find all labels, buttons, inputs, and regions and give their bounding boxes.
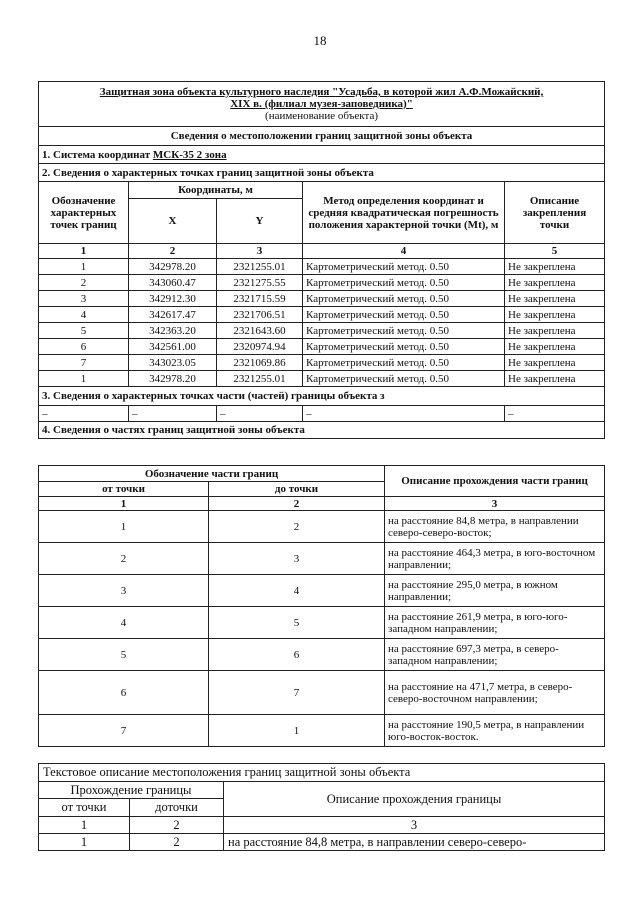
parts-col-nums (39, 497, 605, 511)
point-method: Картометрический метод. 0.50 (303, 323, 505, 339)
points-header-y: Y (217, 199, 303, 244)
part-from: 7 (39, 715, 209, 747)
col-num: 1 (39, 244, 129, 259)
parts-header-desc: Описание прохождения части границ (385, 466, 605, 497)
point-x: 342978.20 (129, 259, 217, 275)
points-header-fixing: Описание закрепления точки (505, 182, 605, 244)
point-fixing: Не закреплена (505, 323, 605, 339)
passage-from-header: от точки (39, 799, 130, 817)
text-description-table (38, 763, 605, 851)
passage-to-header: доточки (130, 799, 224, 817)
col-num: 3 (385, 497, 605, 511)
parts-header-designation: Обозначение части границ (39, 466, 385, 482)
part-desc: на расстояние 190,5 метра, в направлении юго-восток-восток. (385, 715, 605, 747)
document-title (39, 82, 605, 127)
point-fixing: Не закреплена (505, 339, 605, 355)
point-row (39, 275, 605, 291)
col-num: 2 (130, 817, 224, 834)
parts-table (38, 465, 605, 747)
point-row (39, 339, 605, 355)
point-fixing: Не закреплена (505, 275, 605, 291)
text-desc-from: 1 (39, 834, 130, 851)
part-row (39, 575, 605, 607)
col-num: 3 (224, 817, 605, 834)
point-fixing: Не закреплена (505, 307, 605, 323)
col-num: 1 (39, 497, 209, 511)
parts-header-from: от точки (39, 482, 209, 497)
text-desc-to: 2 (130, 834, 224, 851)
part-to: 5 (209, 607, 385, 639)
part-desc: на расстояние на 471,7 метра, в северо-северо-восточном направлении; (385, 671, 605, 715)
title-line-1: Защитная зона объекта культурного наследия "Усадьба, в которой жил А.Ф.Можайский, (99, 86, 544, 98)
point-x: 342363.20 (129, 323, 217, 339)
point-x: 342617.47 (129, 307, 217, 323)
point-x: 342912.30 (129, 291, 217, 307)
part-desc: на расстояние 464,3 метра, в юго-восточном направлении; (385, 543, 605, 575)
points-header-designation: Обозначение характерных точек границ (39, 182, 129, 244)
part-desc: на расстояние 84,8 метра, в направлении северо-северо-восток; (385, 511, 605, 543)
part-points-section-title: 3. Сведения о характерных точках части (частей) границы объекта з (39, 387, 605, 406)
title-line-2: XIX в. (филиал музея-заповедника)" (230, 98, 413, 110)
point-y: 2321715.59 (217, 291, 303, 307)
point-x: 343060.47 (129, 275, 217, 291)
parts-section-title: 4. Сведения о частях границ защитной зоны объекта (39, 422, 605, 439)
empty-cell: – (303, 406, 505, 422)
point-id: 4 (39, 307, 129, 323)
points-header-method: Метод определения координат и средняя квадратическая погрешность положения характерной точки (Mt), м (303, 182, 505, 244)
point-method: Картометрический метод. 0.50 (303, 291, 505, 307)
part-from: 2 (39, 543, 209, 575)
part-from: 1 (39, 511, 209, 543)
part-to: 2 (209, 511, 385, 543)
point-fixing: Не закреплена (505, 371, 605, 387)
part-desc: на расстояние 697,3 метра, в северо-западном направлении; (385, 639, 605, 671)
point-row (39, 323, 605, 339)
part-from: 4 (39, 607, 209, 639)
part-to: 4 (209, 575, 385, 607)
part-row (39, 639, 605, 671)
point-method: Картометрический метод. 0.50 (303, 275, 505, 291)
point-id: 2 (39, 275, 129, 291)
point-y: 2321643.60 (217, 323, 303, 339)
point-y: 2321706.51 (217, 307, 303, 323)
page-number: 18 (313, 33, 327, 48)
part-from: 6 (39, 671, 209, 715)
part-to: 3 (209, 543, 385, 575)
empty-cell: – (505, 406, 605, 422)
text-description-title: Текстовое описание местоположения границ защитной зоны объекта (39, 764, 605, 782)
title-row (39, 82, 605, 127)
empty-cell: – (39, 406, 129, 422)
coordinate-system-row (39, 146, 605, 164)
section-header: Сведения о местоположении границ защитной зоны объекта (39, 127, 605, 146)
point-row (39, 307, 605, 323)
text-desc-row (39, 834, 605, 851)
part-desc: на расстояние 295,0 метра, в южном направлении; (385, 575, 605, 607)
coordinate-system-label: 1. Система координат (42, 148, 151, 161)
part-from: 3 (39, 575, 209, 607)
points-section-title: 2. Сведения о характерных точках границ защитной зоны объекта (39, 164, 605, 182)
point-fixing: Не закреплена (505, 291, 605, 307)
passage-header: Прохождение границы (39, 782, 224, 799)
point-y: 2321255.01 (217, 259, 303, 275)
desc-header: Описание прохождения границы (224, 782, 605, 817)
coordinate-system-value: МСК-35 2 зона (152, 148, 227, 161)
point-fixing: Не закреплена (505, 355, 605, 371)
parts-header-to: до точки (209, 482, 385, 497)
point-id: 5 (39, 323, 129, 339)
point-x: 342561.00 (129, 339, 217, 355)
part-row (39, 715, 605, 747)
boundary-info-table (38, 81, 605, 439)
part-desc: на расстояние 261,9 метра, в юго-юго-западном направлении; (385, 607, 605, 639)
empty-cell: – (129, 406, 217, 422)
col-num: 4 (303, 244, 505, 259)
point-x: 343023.05 (129, 355, 217, 371)
part-row (39, 671, 605, 715)
point-id: 1 (39, 259, 129, 275)
point-id: 1 (39, 371, 129, 387)
points-col-nums (39, 244, 605, 259)
point-y: 2321069.86 (217, 355, 303, 371)
part-points-empty-row (39, 406, 605, 422)
point-fixing: Не закреплена (505, 259, 605, 275)
point-row (39, 291, 605, 307)
point-method: Картометрический метод. 0.50 (303, 371, 505, 387)
part-from: 5 (39, 639, 209, 671)
part-row (39, 511, 605, 543)
text-col-nums (39, 817, 605, 834)
col-num: 2 (209, 497, 385, 511)
point-id: 6 (39, 339, 129, 355)
part-row (39, 543, 605, 575)
point-row (39, 259, 605, 275)
point-method: Картометрический метод. 0.50 (303, 339, 505, 355)
point-method: Картометрический метод. 0.50 (303, 355, 505, 371)
point-row (39, 371, 605, 387)
part-row (39, 607, 605, 639)
part-to: 6 (209, 639, 385, 671)
point-x: 342978.20 (129, 371, 217, 387)
point-method: Картометрический метод. 0.50 (303, 307, 505, 323)
text-desc-desc: на расстояние 84,8 метра, в направлении северо-северо- (224, 834, 605, 851)
object-caption: (наименование объекта) (265, 110, 378, 122)
points-header-coords: Координаты, м (129, 182, 303, 199)
col-num: 5 (505, 244, 605, 259)
col-num: 1 (39, 817, 130, 834)
point-id: 7 (39, 355, 129, 371)
col-num: 2 (129, 244, 217, 259)
point-y: 2321255.01 (217, 371, 303, 387)
points-header-x: X (129, 199, 217, 244)
point-row (39, 355, 605, 371)
empty-cell: – (217, 406, 303, 422)
point-id: 3 (39, 291, 129, 307)
part-to: 1 (209, 715, 385, 747)
point-method: Картометрический метод. 0.50 (303, 259, 505, 275)
point-y: 2320974.94 (217, 339, 303, 355)
point-y: 2321275.55 (217, 275, 303, 291)
part-to: 7 (209, 671, 385, 715)
col-num: 3 (217, 244, 303, 259)
